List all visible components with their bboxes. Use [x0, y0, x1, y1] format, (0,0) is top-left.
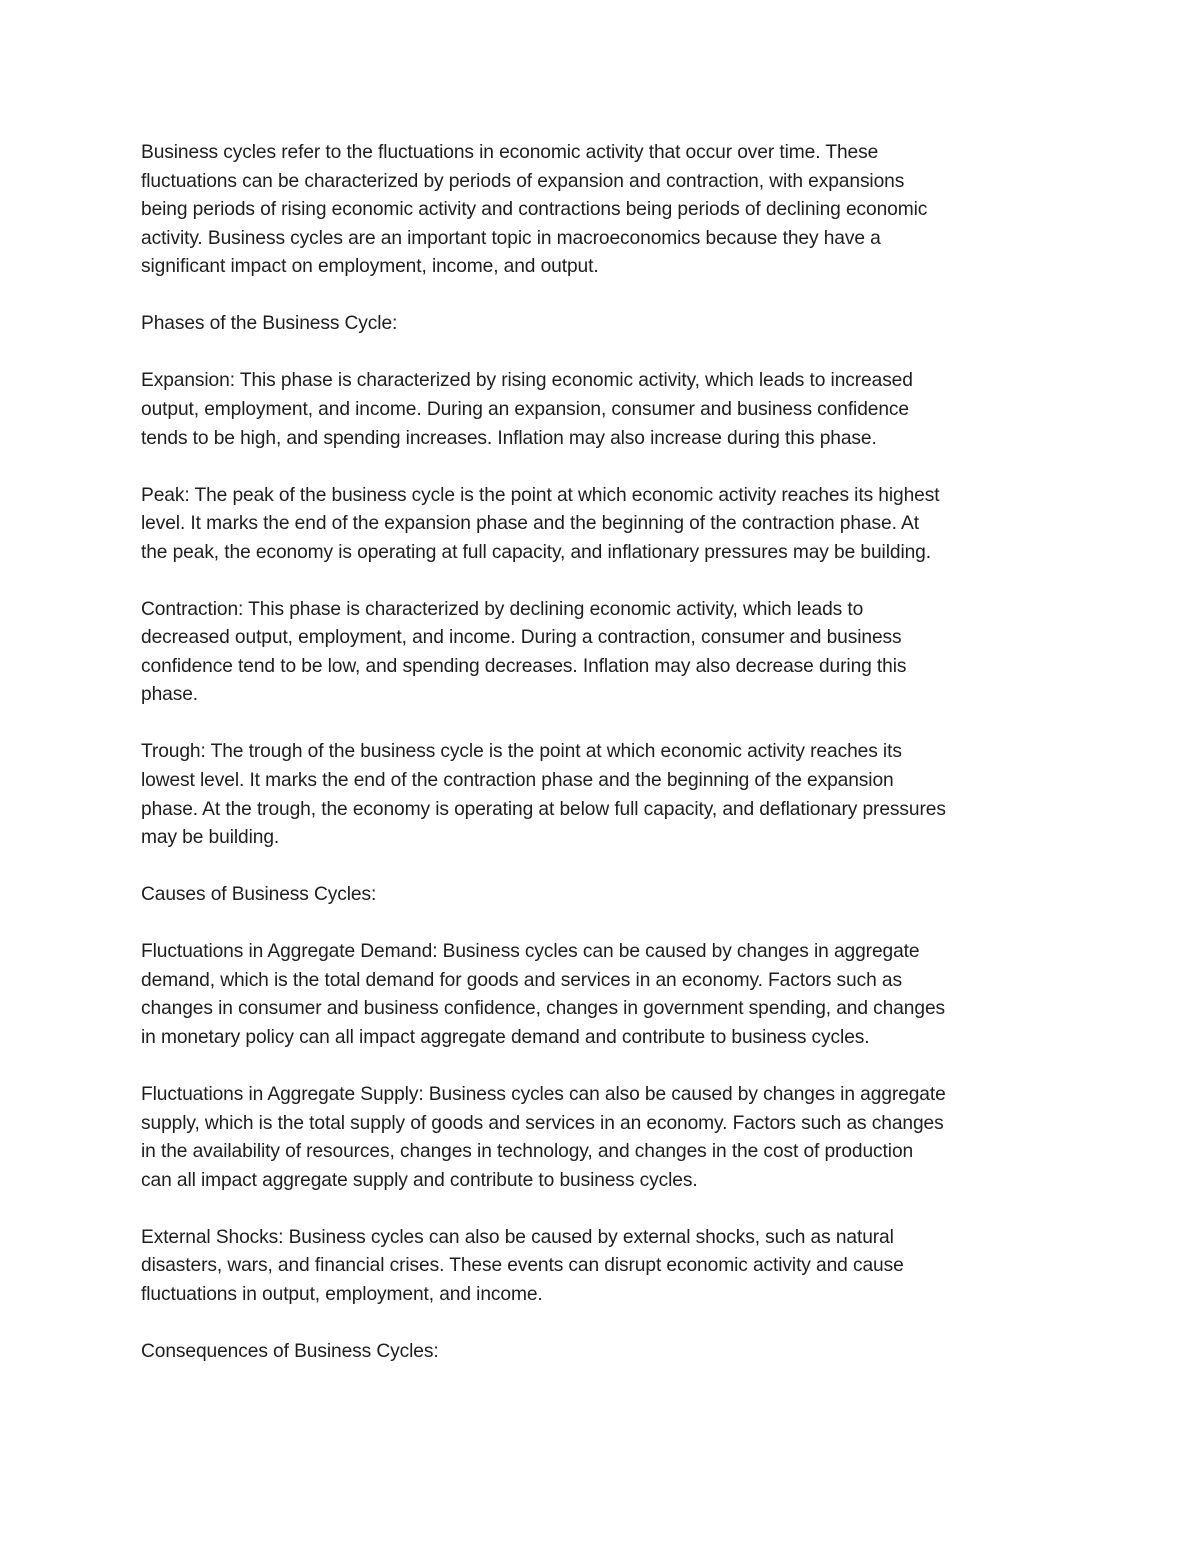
paragraph-external-shocks [141, 1224, 1066, 1310]
text-line: External Shocks: Business cycles can also be caused by external shocks, such as natural [141, 1226, 894, 1248]
text-line: level. It marks the end of the expansion phase and the beginning of the contraction phase. At [141, 513, 919, 535]
heading-phases [141, 310, 1066, 339]
paragraph-trough [141, 738, 1066, 852]
text-line: the peak, the economy is operating at full capacity, and inflationary pressures may be building. [141, 541, 931, 563]
text-line: Consequences of Business Cycles: [141, 1340, 439, 1362]
document-body [141, 139, 1066, 1395]
text-line: activity. Business cycles are an important topic in macroeconomics because they have a [141, 227, 881, 249]
text-line: Phases of the Business Cycle: [141, 313, 398, 335]
text-line: phase. [141, 684, 199, 706]
paragraph-expansion [141, 367, 1066, 453]
paragraph-peak [141, 482, 1066, 568]
text-line: disasters, wars, and financial crises. These events can disrupt economic activity and cause [141, 1255, 904, 1277]
text-line: phase. At the trough, the economy is operating at below full capacity, and deflationary pressures [141, 798, 946, 820]
text-line: tends to be high, and spending increases. Inflation may also increase during this phase. [141, 427, 877, 449]
text-line: lowest level. It marks the end of the contraction phase and the beginning of the expansion [141, 770, 894, 792]
text-line: Business cycles refer to the fluctuations in economic activity that occur over time. These [141, 142, 879, 163]
text-line: may be building. [141, 827, 280, 849]
text-line: supply, which is the total supply of goods and services in an economy. Factors such as changes [141, 1112, 944, 1134]
heading-causes [141, 881, 1066, 910]
text-line: output, employment, and income. During an expansion, consumer and business confidence [141, 398, 909, 420]
text-line: confidence tend to be low, and spending decreases. Inflation may also decrease during this [141, 655, 907, 677]
text-line: fluctuations can be characterized by periods of expansion and contraction, with expansions [141, 170, 905, 192]
text-line: significant impact on employment, income, and output. [141, 256, 599, 278]
text-line: changes in consumer and business confidence, changes in government spending, and changes [141, 998, 946, 1020]
paragraph-aggregate-supply [141, 1081, 1066, 1195]
heading-consequences [141, 1338, 1066, 1367]
text-line: Fluctuations in Aggregate Supply: Business cycles can also be caused by changes in aggregate [141, 1083, 946, 1105]
paragraph-intro [141, 139, 1066, 282]
text-line: Trough: The trough of the business cycle is the point at which economic activity reaches its [141, 741, 902, 763]
text-line: Expansion: This phase is characterized by rising economic activity, which leads to increased [141, 370, 913, 392]
text-line: Causes of Business Cycles: [141, 884, 377, 906]
text-line: fluctuations in output, employment, and income. [141, 1283, 543, 1305]
text-line: Contraction: This phase is characterized by declining economic activity, which leads to [141, 598, 864, 620]
text-line: in the availability of resources, changes in technology, and changes in the cost of production [141, 1141, 914, 1163]
text-line: decreased output, employment, and income. During a contraction, consumer and business [141, 627, 902, 649]
text-line: can all impact aggregate supply and contribute to business cycles. [141, 1169, 698, 1191]
text-line: being periods of rising economic activity and contractions being periods of declining economic [141, 199, 928, 221]
text-line: in monetary policy can all impact aggregate demand and contribute to business cycles. [141, 1026, 870, 1048]
text-line: Peak: The peak of the business cycle is the point at which economic activity reaches its highest [141, 484, 940, 506]
text-line: demand, which is the total demand for goods and services in an economy. Factors such as [141, 969, 902, 991]
paragraph-contraction [141, 596, 1066, 710]
text-line: Fluctuations in Aggregate Demand: Business cycles can be caused by changes in aggregate [141, 941, 920, 963]
paragraph-aggregate-demand [141, 938, 1066, 1052]
